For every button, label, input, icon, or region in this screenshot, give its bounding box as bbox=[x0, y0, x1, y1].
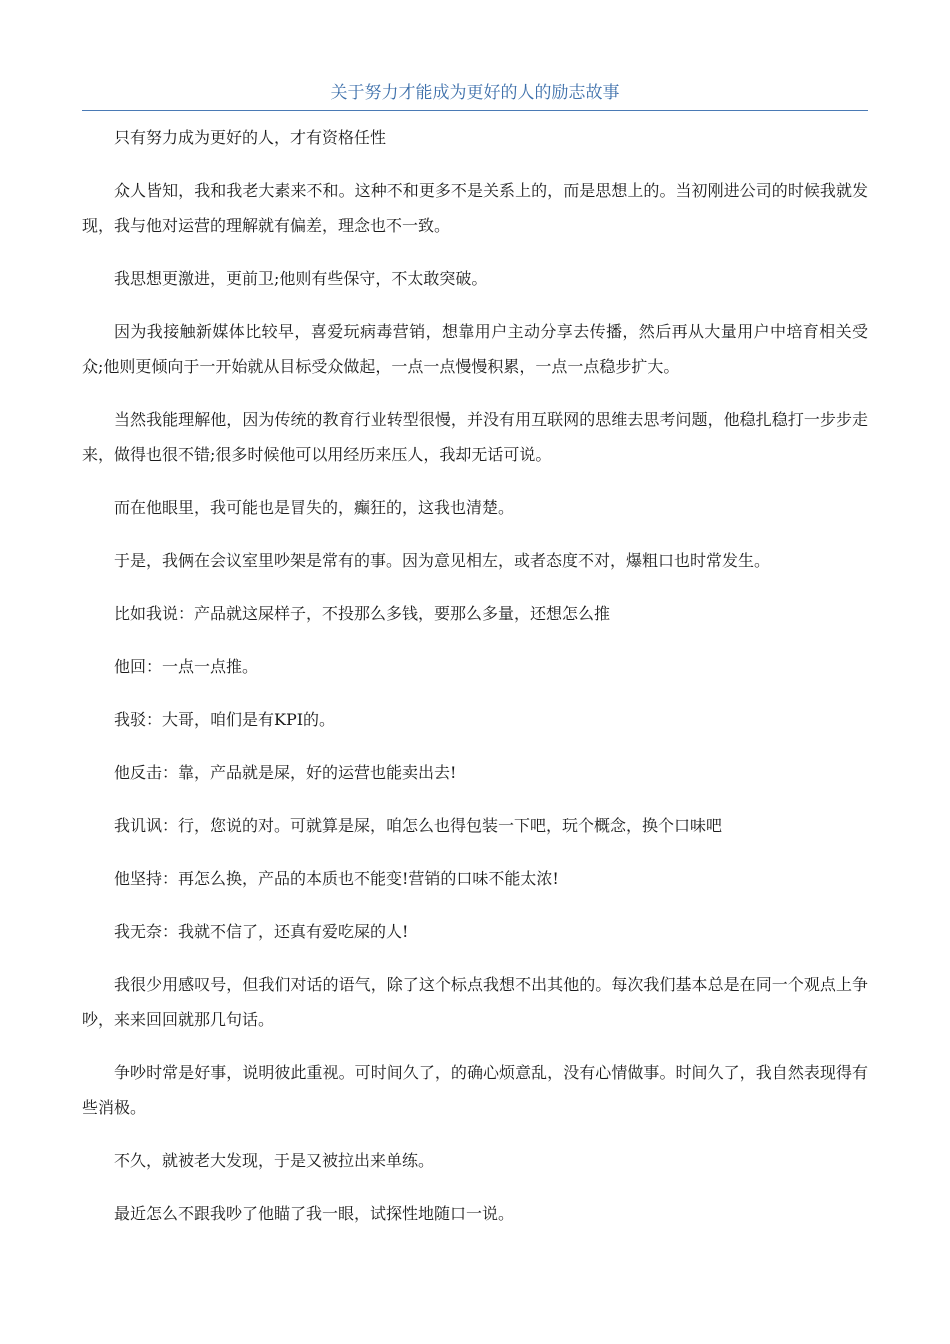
paragraph: 当然我能理解他，因为传统的教育行业转型很慢，并没有用互联网的思维去思考问题，他稳扎稳打一步步走来，做得也很不错;很多时候他可以用经历来压人，我却无话可说。 bbox=[82, 410, 868, 464]
paragraph: 我驳：大哥，咱们是有KPI的。 bbox=[114, 710, 336, 729]
paragraph: 争吵时常是好事，说明彼此重视。可时间久了，的确心烦意乱，没有心情做事。时间久了，我自然表现得有些消极。 bbox=[82, 1063, 868, 1117]
paragraph: 众人皆知，我和我老大素来不和。这种不和更多不是关系上的，而是思想上的。当初刚进公司的时候我就发现，我与他对运营的理解就有偏差，理念也不一致。 bbox=[82, 181, 868, 235]
paragraph: 他反击：靠，产品就是屎，好的运营也能卖出去! bbox=[114, 763, 457, 782]
page-header bbox=[82, 78, 868, 111]
paragraph: 我思想更激进，更前卫;他则有些保守，不太敢突破。 bbox=[114, 269, 488, 288]
document-title: 关于努力才能成为更好的人的励志故事 bbox=[330, 83, 620, 103]
paragraph: 我无奈：我就不信了，还真有爱吃屎的人! bbox=[114, 922, 409, 941]
paragraph: 不久，就被老大发现，于是又被拉出来单练。 bbox=[114, 1151, 435, 1170]
paragraph: 他回：一点一点推。 bbox=[114, 657, 259, 676]
document-body bbox=[82, 120, 868, 1249]
paragraph: 他坚持：再怎么换，产品的本质也不能变!营销的口味不能太浓! bbox=[114, 869, 559, 888]
paragraph: 我很少用感叹号，但我们对话的语气，除了这个标点我想不出其他的。每次我们基本总是在同一个观点上争吵，来来回回就那几句话。 bbox=[82, 975, 868, 1029]
paragraph: 最近怎么不跟我吵了他瞄了我一眼，试探性地随口一说。 bbox=[114, 1204, 515, 1223]
paragraph: 于是，我俩在会议室里吵架是常有的事。因为意见相左，或者态度不对，爆粗口也时常发生。 bbox=[114, 551, 771, 570]
paragraph: 只有努力成为更好的人，才有资格任性 bbox=[114, 128, 387, 147]
paragraph: 比如我说：产品就这屎样子，不投那么多钱，要那么多量，还想怎么推 bbox=[114, 604, 611, 623]
paragraph: 因为我接触新媒体比较早，喜爱玩病毒营销，想靠用户主动分享去传播，然后再从大量用户中培育相关受众;他则更倾向于一开始就从目标受众做起，一点一点慢慢积累，一点一点稳步扩大。 bbox=[82, 322, 868, 376]
paragraph: 而在他眼里，我可能也是冒失的，癫狂的，这我也清楚。 bbox=[114, 498, 515, 517]
paragraph: 我讥讽：行，您说的对。可就算是屎，咱怎么也得包装一下吧，玩个概念，换个口味吧 bbox=[114, 816, 723, 835]
